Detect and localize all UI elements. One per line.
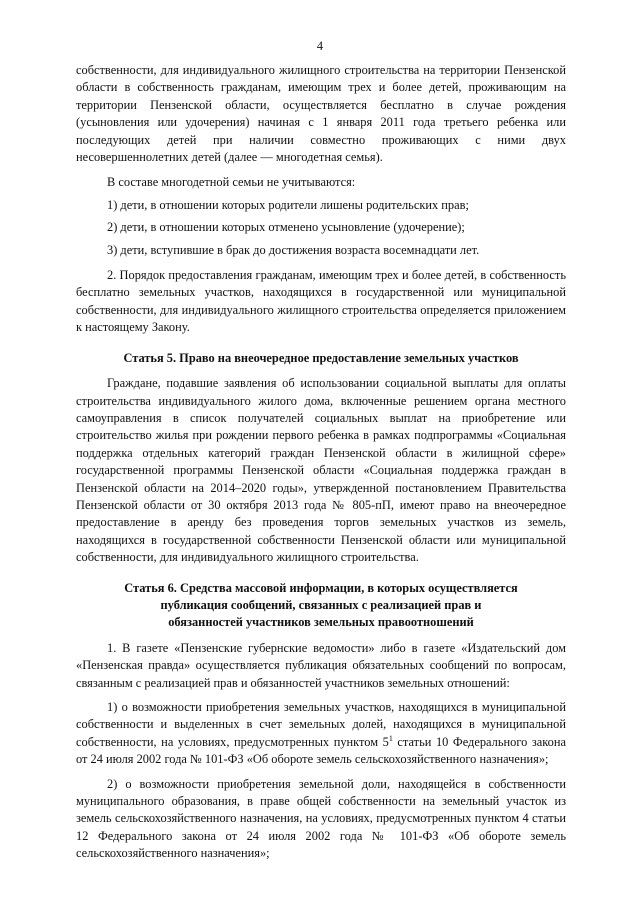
- article-6-paragraph-1: 1. В газете «Пензенские губернские ведомости» либо в газете «Издательский дом «Пензенская правда» осуществляется публикация обязательных сообщений по вопросам, связанным с реализацией прав и обязанностей участников земельных отношений:: [76, 640, 566, 690]
- footnote-superscript: 1: [388, 733, 393, 743]
- article-6-item-1-text-b: статьи 10 Федерального закона от 24 июля 2002 года № 101-ФЗ «Об обороте земель сельскохозяйственного назначения»;: [76, 734, 566, 767]
- page-number: 4: [316, 39, 324, 53]
- article-6-title-line-3: обязанностей участников земельных правоотношений: [168, 615, 474, 630]
- list-item-2: 2) дети, в отношении которых отменено усыновление (удочерение);: [107, 220, 465, 235]
- article-6-title: [76, 580, 566, 632]
- article-5-title: Статья 5. Право на внеочередное предоставление земельных участков: [123, 350, 519, 365]
- list-item-1: 1) дети, в отношении которых родители лишены родительских прав;: [107, 197, 469, 212]
- article-6-item-1-text-a: 1) о возможности приобретения земельных участков, находящихся в муниципальной собственности и выделенных в счет земельных долей, находящихся в муниципальной собственности, на условиях, предусмотренных пунктом 5: [76, 700, 566, 749]
- intro-paragraph-1: собственности, для индивидуального жилищного строительства на территории Пензенской области в собственность гражданам, имеющим трех и более детей, проживающим на территории Пензенской области, осуществляется бесплатно в случае рождения (усыновления или удочерения) начиная с 1 января 2011 года третьего ребенка или последующих детей при наличии совместно проживающих с ними двух несовершеннолетних детей (далее — многодетная семья).: [76, 63, 566, 165]
- intro-paragraph-2: В составе многодетной семьи не учитываются:: [107, 175, 356, 190]
- article-6-title-line-1: Статья 6. Средства массовой информации, в которых осуществляется: [124, 580, 518, 595]
- article-6-item-1: [76, 699, 566, 769]
- article-6-title-line-2: публикация сообщений, связанных с реализацией прав и: [160, 597, 482, 612]
- article-5-body: Граждане, подавшие заявления об использовании социальной выплаты для оплаты строительства индивидуального жилого дома, включенные решением органа местного самоуправления в список получателей социальных выплат на приобретение или строительство жилья при рождении первого ребенка в рамках подпрограммы «Социальная поддержка отдельных категорий граждан Пензенской области в жилищной сфере» государственной программы Пензенской области «Социальная поддержка граждан в Пензенской области на 2014–2020 годы», утвержденной постановлением Правительства Пензенской области от 30 октября 2013 года № 805-пП, имеют право на внеочередное предоставление в аренду без проведения торгов земельных участков из земель, находящихся в государственной собственности Пензенской области или муниципальной собственности, для индивидуального жилищного строительства.: [76, 376, 566, 565]
- intro-paragraph-3: 2. Порядок предоставления гражданам, имеющим трех и более детей, в собственность бесплатно земельных участков, находящихся в государственной или муниципальной собственности, для индивидуального жилищного строительства определяется приложением к настоящему Закону.: [76, 268, 566, 335]
- document-body: [76, 62, 566, 863]
- article-6-item-2: 2) о возможности приобретения земельной доли, находящейся в собственности муниципального образования, в праве общей собственности на земельный участок из земель сельскохозяйственного назначения, на условиях, предусмотренных пунктом 4 статьи 12 Федерального закона от 24 июля 2002 года № 101-ФЗ «Об обороте земель сельскохозяйственного назначения»;: [76, 776, 566, 861]
- list-item-3: 3) дети, вступившие в брак до достижения возраста восемнадцати лет.: [107, 242, 480, 257]
